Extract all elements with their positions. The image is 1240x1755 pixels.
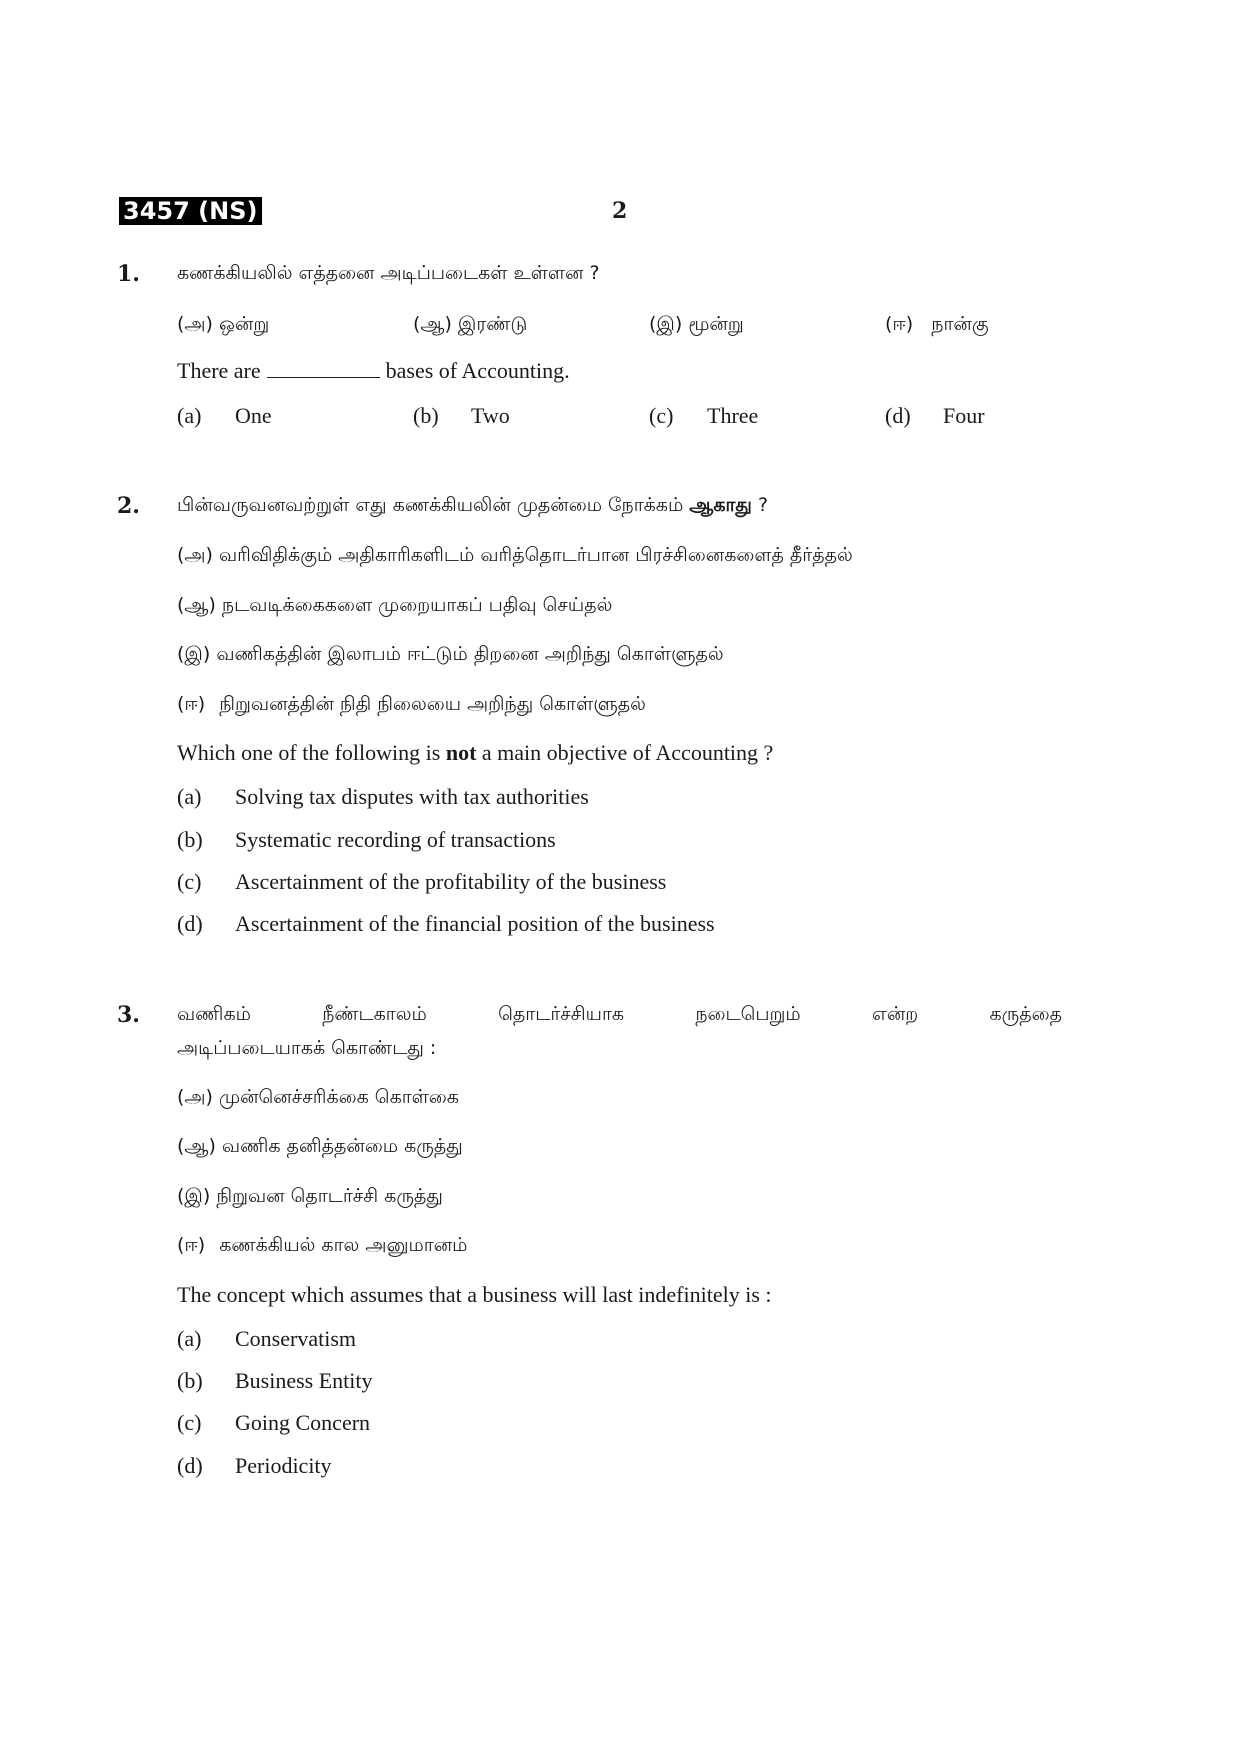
tamil-option-c: (இ) வணிகத்தின் இலாபம் ஈட்டும் திறனை அறிந்து கொள்ளுதல்: [177, 643, 724, 665]
tamil-option-d: (ஈ) நான்கு: [885, 313, 989, 335]
tamil-question-line-2: அடிப்படையாகக் கொண்டது :: [177, 1037, 437, 1059]
english-option-b: (b) Two: [413, 403, 510, 428]
question-number: 1.: [117, 261, 140, 287]
english-option-d: (d) Four: [885, 403, 985, 428]
tamil-question: பின்வருவனவற்றுள் எது கணக்கியலின் முதன்மை நோக்கம் ஆகாது ?: [177, 494, 769, 516]
english-question: There are bases of Accounting.: [177, 358, 570, 383]
tamil-option-a: (அ) முன்னெச்சரிக்கை கொள்கை: [177, 1086, 459, 1108]
tamil-option-c: (இ) நிறுவன தொடர்ச்சி கருத்து: [177, 1185, 443, 1207]
english-option-d: (d) Ascertainment of the financial position of the business: [177, 911, 715, 936]
question-number: 2.: [117, 493, 140, 519]
tamil-option-b: (ஆ) இரண்டு: [413, 313, 528, 335]
page-number: 2: [612, 198, 628, 224]
tamil-question: கணக்கியலில் எத்தனை அடிப்படைகள் உள்ளன ?: [177, 262, 600, 284]
english-option-a: (a) Solving tax disputes with tax authorities: [177, 784, 589, 809]
english-option-b: (b) Systematic recording of transactions: [177, 827, 556, 852]
english-option-c: (c) Three: [649, 403, 759, 428]
tamil-question-line-1: வணிகம் நீண்டகாலம் தொடர்ச்சியாக நடைபெறும் என்ற கருத்தை: [177, 1003, 1062, 1025]
tamil-option-b: (ஆ) நடவடிக்கைகளை முறையாகப் பதிவு செய்தல்: [177, 594, 613, 616]
tamil-option-c: (இ) மூன்று: [649, 313, 744, 335]
english-question: The concept which assumes that a business will last indefinitely is :: [177, 1282, 772, 1307]
question-number: 3.: [117, 1002, 140, 1028]
english-question: Which one of the following is not a main objective of Accounting ?: [177, 740, 774, 765]
english-option-a: (a) One: [177, 403, 272, 428]
tamil-option-d: (ஈ) நிறுவனத்தின் நிதி நிலையை அறிந்து கொள்ளுதல்: [177, 693, 646, 715]
english-option-a: (a) Conservatism: [177, 1326, 356, 1351]
english-option-c: (c) Going Concern: [177, 1410, 371, 1435]
english-option-c: (c) Ascertainment of the profitability of the business: [177, 869, 667, 894]
tamil-option-a: (அ) வரிவிதிக்கும் அதிகாரிகளிடம் வரித்தொடர்பான பிரச்சினைகளைத் தீர்த்தல்: [177, 544, 853, 566]
paper-code-badge: 3457 (NS): [119, 197, 262, 225]
tamil-option-d: (ஈ) கணக்கியல் கால அனுமானம்: [177, 1234, 468, 1256]
tamil-option-b: (ஆ) வணிக தனித்தன்மை கருத்து: [177, 1135, 463, 1157]
english-option-d: (d) Periodicity: [177, 1453, 332, 1478]
tamil-option-a: (அ) ஒன்று: [177, 313, 270, 335]
answer-blank: [267, 357, 380, 378]
english-option-b: (b) Business Entity: [177, 1368, 373, 1393]
